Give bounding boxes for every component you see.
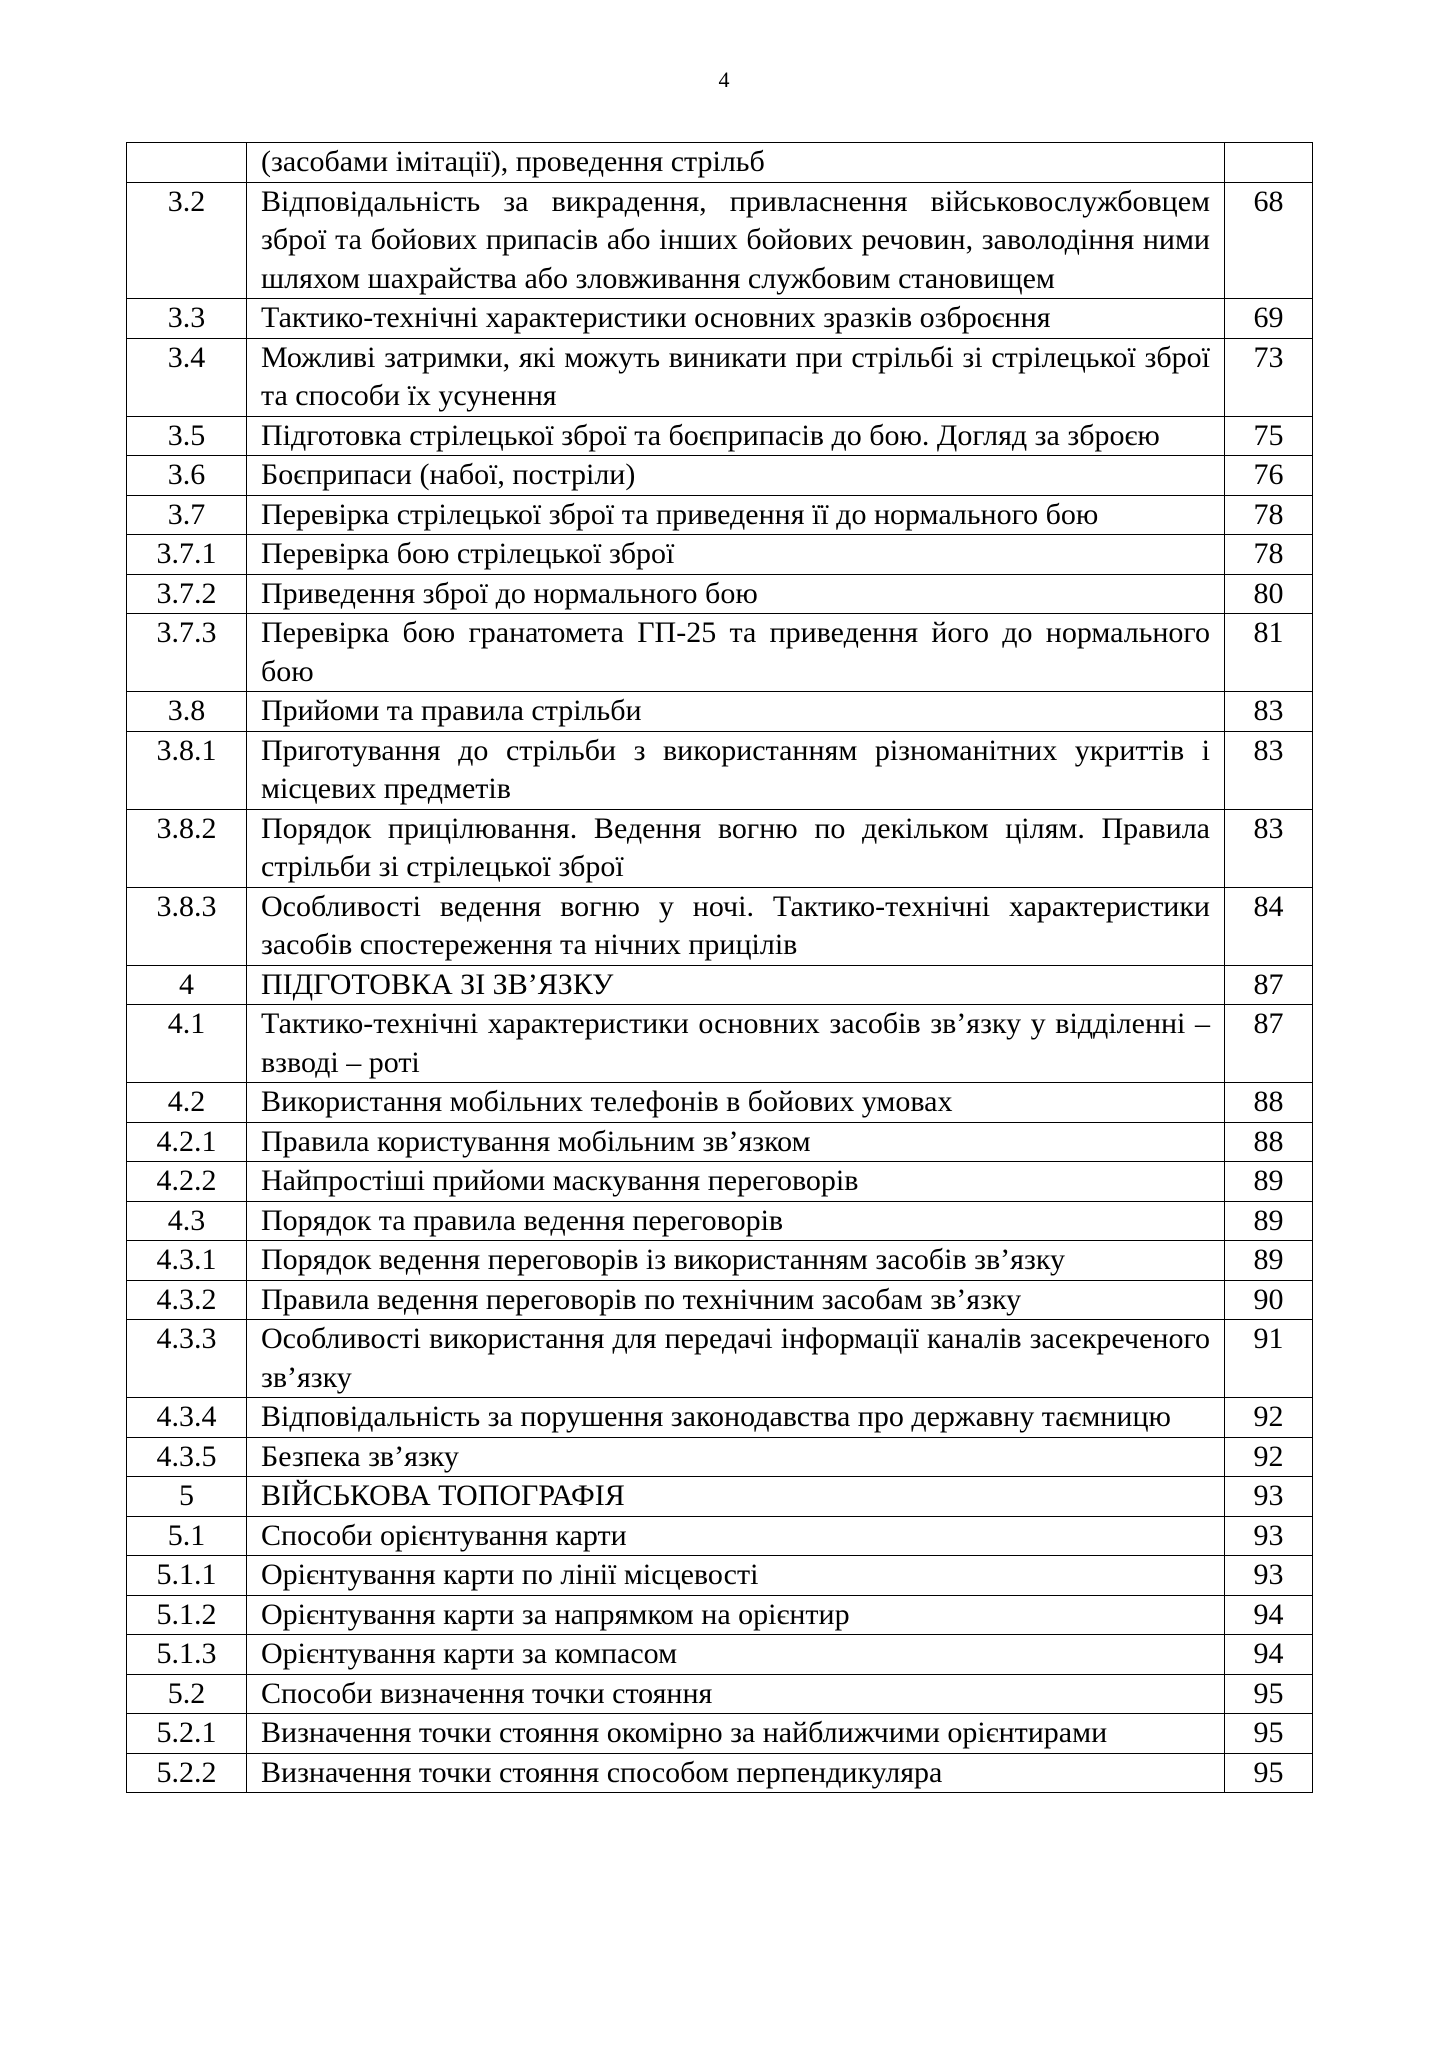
toc-section-title: Відповідальність за викрадення, привласнення військовослужбовцем зброї та бойових припасів або інших бойових речовин, заволодіння ними шляхом шахрайства або зловживання службовим становищем bbox=[247, 182, 1225, 299]
toc-row bbox=[127, 1516, 1313, 1556]
toc-page-number: 69 bbox=[1225, 299, 1313, 339]
toc-section-title: ПІДГОТОВКА ЗІ ЗВ’ЯЗКУ bbox=[247, 965, 1225, 1005]
toc-row bbox=[127, 1280, 1313, 1320]
toc-page-number: 94 bbox=[1225, 1635, 1313, 1675]
toc-row bbox=[127, 1437, 1313, 1477]
toc-row bbox=[127, 965, 1313, 1005]
toc-section-title: Особливості використання для передачі інформації каналів засекреченого зв’язку bbox=[247, 1320, 1225, 1398]
toc-section-title: Тактико-технічні характеристики основних зразків озброєння bbox=[247, 299, 1225, 339]
toc-section-number: 3.8.2 bbox=[127, 809, 247, 887]
toc-section-number: 4.2.2 bbox=[127, 1162, 247, 1202]
toc-row bbox=[127, 1556, 1313, 1596]
toc-page-number: 93 bbox=[1225, 1556, 1313, 1596]
toc-section-title: Перевірка бою гранатомета ГП-25 та приведення його до нормального бою bbox=[247, 614, 1225, 692]
toc-row bbox=[127, 299, 1313, 339]
page-number: 4 bbox=[718, 67, 730, 92]
toc-section-title: Прийоми та правила стрільби bbox=[247, 692, 1225, 732]
toc-row bbox=[127, 1162, 1313, 1202]
toc-row bbox=[127, 1320, 1313, 1398]
table-of-contents bbox=[126, 142, 1313, 1793]
toc-page-number: 73 bbox=[1225, 338, 1313, 416]
toc-page-number: 80 bbox=[1225, 574, 1313, 614]
toc-section-title: Приготування до стрільби з використанням різноманітних укриттів і місцевих предметів bbox=[247, 731, 1225, 809]
toc-section-number: 3.7.3 bbox=[127, 614, 247, 692]
toc-page-number: 88 bbox=[1225, 1083, 1313, 1123]
toc-page-number: 92 bbox=[1225, 1398, 1313, 1438]
toc-page-number: 88 bbox=[1225, 1122, 1313, 1162]
toc-section-number: 3.4 bbox=[127, 338, 247, 416]
toc-section-title: Тактико-технічні характеристики основних засобів зв’язку у відділенні – взводі – роті bbox=[247, 1005, 1225, 1083]
toc-section-number: 4.3.4 bbox=[127, 1398, 247, 1438]
toc-section-number bbox=[127, 143, 247, 183]
toc-page-number: 91 bbox=[1225, 1320, 1313, 1398]
toc-page-number: 83 bbox=[1225, 692, 1313, 732]
toc-section-title: Порядок ведення переговорів із використанням засобів зв’язку bbox=[247, 1241, 1225, 1281]
toc-row bbox=[127, 1083, 1313, 1123]
toc-body bbox=[127, 143, 1313, 1793]
toc-row bbox=[127, 456, 1313, 496]
toc-row bbox=[127, 1753, 1313, 1793]
toc-row bbox=[127, 692, 1313, 732]
toc-section-title: Правила користування мобільним зв’язком bbox=[247, 1122, 1225, 1162]
toc-section-title: Орієнтування карти за компасом bbox=[247, 1635, 1225, 1675]
toc-row bbox=[127, 416, 1313, 456]
toc-row bbox=[127, 1635, 1313, 1675]
toc-page-number: 87 bbox=[1225, 1005, 1313, 1083]
toc-section-title: Визначення точки стояння способом перпендикуляра bbox=[247, 1753, 1225, 1793]
toc-page-number: 75 bbox=[1225, 416, 1313, 456]
toc-section-number: 3.5 bbox=[127, 416, 247, 456]
toc-row bbox=[127, 143, 1313, 183]
toc-section-number: 4.3.3 bbox=[127, 1320, 247, 1398]
toc-section-number: 4 bbox=[127, 965, 247, 1005]
toc-section-title: Орієнтування карти за напрямком на орієнтир bbox=[247, 1595, 1225, 1635]
toc-section-title: Використання мобільних телефонів в бойових умовах bbox=[247, 1083, 1225, 1123]
toc-section-number: 3.8.3 bbox=[127, 887, 247, 965]
toc-page-number: 93 bbox=[1225, 1477, 1313, 1517]
toc-section-title: Способи визначення точки стояння bbox=[247, 1674, 1225, 1714]
toc-section-number: 3.7 bbox=[127, 495, 247, 535]
toc-page-number: 95 bbox=[1225, 1674, 1313, 1714]
toc-section-number: 3.3 bbox=[127, 299, 247, 339]
toc-section-number: 4.3 bbox=[127, 1201, 247, 1241]
toc-section-title: Орієнтування карти по лінії місцевості bbox=[247, 1556, 1225, 1596]
toc-row bbox=[127, 1005, 1313, 1083]
toc-section-number: 3.2 bbox=[127, 182, 247, 299]
toc-page-number: 78 bbox=[1225, 535, 1313, 575]
toc-page-number: 89 bbox=[1225, 1241, 1313, 1281]
toc-section-number: 5.2.2 bbox=[127, 1753, 247, 1793]
toc-page-number: 95 bbox=[1225, 1753, 1313, 1793]
toc-page-number: 76 bbox=[1225, 456, 1313, 496]
toc-page-number: 93 bbox=[1225, 1516, 1313, 1556]
toc-row bbox=[127, 1595, 1313, 1635]
toc-section-title: Відповідальність за порушення законодавства про державну таємницю bbox=[247, 1398, 1225, 1438]
toc-section-number: 5.2 bbox=[127, 1674, 247, 1714]
toc-row bbox=[127, 731, 1313, 809]
toc-section-title: Порядок прицілювання. Ведення вогню по декільком цілям. Правила стрільби зі стрілецької зброї bbox=[247, 809, 1225, 887]
toc-section-number: 5.1.3 bbox=[127, 1635, 247, 1675]
toc-section-number: 3.8 bbox=[127, 692, 247, 732]
toc-page-number bbox=[1225, 143, 1313, 183]
toc-section-number: 4.3.1 bbox=[127, 1241, 247, 1281]
toc-section-title: Найпростіші прийоми маскування переговорів bbox=[247, 1162, 1225, 1202]
toc-page-number: 87 bbox=[1225, 965, 1313, 1005]
toc-section-number: 3.7.2 bbox=[127, 574, 247, 614]
toc-row bbox=[127, 887, 1313, 965]
toc-section-title: Можливі затримки, які можуть виникати при стрільбі зі стрілецької зброї та способи їх усунення bbox=[247, 338, 1225, 416]
toc-section-number: 5.1.1 bbox=[127, 1556, 247, 1596]
toc-section-number: 4.2 bbox=[127, 1083, 247, 1123]
toc-row bbox=[127, 495, 1313, 535]
toc-row bbox=[127, 338, 1313, 416]
toc-row bbox=[127, 614, 1313, 692]
toc-row bbox=[127, 1674, 1313, 1714]
toc-section-title: Безпека зв’язку bbox=[247, 1437, 1225, 1477]
toc-section-title: ВІЙСЬКОВА ТОПОГРАФІЯ bbox=[247, 1477, 1225, 1517]
toc-section-title: Способи орієнтування карти bbox=[247, 1516, 1225, 1556]
toc-row bbox=[127, 1398, 1313, 1438]
toc-section-title: Правила ведення переговорів по технічним засобам зв’язку bbox=[247, 1280, 1225, 1320]
toc-page-number: 89 bbox=[1225, 1201, 1313, 1241]
toc-section-title: (засобами імітації), проведення стрільб bbox=[247, 143, 1225, 183]
toc-row bbox=[127, 182, 1313, 299]
toc-page-number: 95 bbox=[1225, 1714, 1313, 1754]
toc-row bbox=[127, 1241, 1313, 1281]
toc-page-number: 78 bbox=[1225, 495, 1313, 535]
toc-section-title: Боєприпаси (набої, постріли) bbox=[247, 456, 1225, 496]
toc-page-number: 94 bbox=[1225, 1595, 1313, 1635]
toc-section-title: Визначення точки стояння окомірно за найближчими орієнтирами bbox=[247, 1714, 1225, 1754]
toc-row bbox=[127, 535, 1313, 575]
toc-page-number: 68 bbox=[1225, 182, 1313, 299]
toc-section-number: 3.7.1 bbox=[127, 535, 247, 575]
toc-section-number: 4.3.2 bbox=[127, 1280, 247, 1320]
toc-section-title: Приведення зброї до нормального бою bbox=[247, 574, 1225, 614]
toc-section-number: 5.1.2 bbox=[127, 1595, 247, 1635]
toc-section-title: Особливості ведення вогню у ночі. Тактико-технічні характеристики засобів спостереження та нічних прицілів bbox=[247, 887, 1225, 965]
toc-row bbox=[127, 1714, 1313, 1754]
toc-section-number: 4.1 bbox=[127, 1005, 247, 1083]
toc-row bbox=[127, 1122, 1313, 1162]
toc-section-number: 4.3.5 bbox=[127, 1437, 247, 1477]
toc-section-number: 4.2.1 bbox=[127, 1122, 247, 1162]
toc-section-number: 5.2.1 bbox=[127, 1714, 247, 1754]
toc-section-number: 3.6 bbox=[127, 456, 247, 496]
toc-row bbox=[127, 574, 1313, 614]
toc-page-number: 81 bbox=[1225, 614, 1313, 692]
toc-page-number: 89 bbox=[1225, 1162, 1313, 1202]
toc-section-number: 5 bbox=[127, 1477, 247, 1517]
toc-section-title: Перевірка бою стрілецької зброї bbox=[247, 535, 1225, 575]
toc-section-number: 5.1 bbox=[127, 1516, 247, 1556]
toc-row bbox=[127, 1201, 1313, 1241]
toc-page-number: 83 bbox=[1225, 731, 1313, 809]
toc-section-title: Підготовка стрілецької зброї та боєприпасів до бою. Догляд за зброєю bbox=[247, 416, 1225, 456]
toc-page-number: 84 bbox=[1225, 887, 1313, 965]
toc-page-number: 83 bbox=[1225, 809, 1313, 887]
toc-row bbox=[127, 1477, 1313, 1517]
toc-page-number: 92 bbox=[1225, 1437, 1313, 1477]
toc-page-number: 90 bbox=[1225, 1280, 1313, 1320]
toc-section-title: Порядок та правила ведення переговорів bbox=[247, 1201, 1225, 1241]
toc-row bbox=[127, 809, 1313, 887]
toc-section-number: 3.8.1 bbox=[127, 731, 247, 809]
toc-section-title: Перевірка стрілецької зброї та приведення її до нормального бою bbox=[247, 495, 1225, 535]
